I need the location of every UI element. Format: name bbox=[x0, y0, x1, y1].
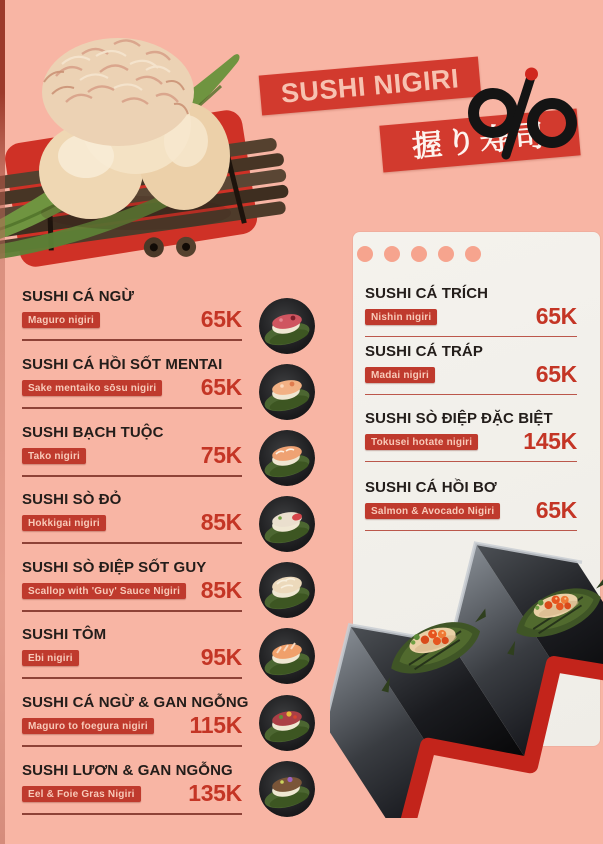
dish-price: 145K bbox=[523, 428, 577, 454]
dish-subtitle-badge: Eel & Foie Gras Nigiri bbox=[22, 786, 141, 802]
dish-price: 115K bbox=[189, 712, 242, 738]
dish-name: SUSHI CÁ HỒI BƠ bbox=[365, 479, 497, 496]
decor-dot bbox=[438, 246, 454, 262]
dish-name: SUSHI CÁ NGỪ & GAN NGỖNG bbox=[22, 694, 249, 711]
dish-subtitle-badge: Maguro nigiri bbox=[22, 312, 100, 328]
divider bbox=[22, 813, 242, 815]
dish-name: SUSHI SÒ ĐỎ bbox=[22, 491, 122, 508]
dish-name: SUSHI CÁ HỒI SỐT MENTAI bbox=[22, 356, 223, 373]
dish-name: SUSHI TÔM bbox=[22, 626, 107, 643]
dish-photo-thumbnail-scallop-guy-sauce bbox=[259, 562, 315, 618]
menu-item bbox=[365, 343, 577, 395]
dish-subtitle-badge: Scallop with 'Guy' Sauce Nigiri bbox=[22, 583, 186, 599]
menu-item bbox=[22, 491, 242, 544]
dish-subtitle-badge: Tako nigiri bbox=[22, 448, 86, 464]
dish-photo-thumbnail-maguro bbox=[259, 298, 315, 354]
dish-subtitle-badge: Ebi nigiri bbox=[22, 650, 79, 666]
hero-photo-scallop-nigiri bbox=[0, 6, 301, 276]
menu-item bbox=[365, 410, 577, 462]
dish-name: SUSHI CÁ TRÁP bbox=[365, 343, 483, 360]
dish-subtitle-badge: Madai nigiri bbox=[365, 367, 435, 383]
decor-dot bbox=[384, 246, 400, 262]
dish-photo-thumbnail-salmon-mentai bbox=[259, 364, 315, 420]
dish-photo-thumbnail-hokkigai bbox=[259, 496, 315, 552]
dish-photo-thumbnail-eel-foie-gras bbox=[259, 761, 315, 817]
decor-dot-row bbox=[357, 246, 481, 262]
divider bbox=[22, 677, 242, 679]
dish-subtitle-badge: Maguro to foegura nigiri bbox=[22, 718, 154, 734]
dish-photo-thumbnail-maguro-foie-gras bbox=[259, 695, 315, 751]
divider bbox=[365, 394, 577, 395]
menu-item bbox=[22, 762, 242, 815]
page-title: SUSHI NIGIRI bbox=[279, 63, 461, 109]
page-subtitle-japanese: 握り寿司 bbox=[410, 119, 550, 164]
dish-price: 65K bbox=[535, 497, 577, 523]
decor-dot bbox=[465, 246, 481, 262]
dish-photo-thumbnail-ebi bbox=[259, 628, 315, 684]
dish-price: 75K bbox=[200, 442, 242, 468]
dish-price: 65K bbox=[200, 306, 242, 332]
dish-subtitle-badge: Salmon & Avocado Nigiri bbox=[365, 503, 500, 519]
oio-chopsticks-logo-icon bbox=[462, 64, 582, 169]
dish-price: 95K bbox=[200, 644, 242, 670]
dish-photo-thumbnail-tako bbox=[259, 430, 315, 486]
zigzag-metal-stand bbox=[330, 518, 603, 818]
dish-subtitle-badge: Tokusei hotate nigiri bbox=[365, 434, 478, 450]
menu-item bbox=[22, 424, 242, 477]
menu-item bbox=[22, 288, 242, 341]
divider bbox=[365, 461, 577, 462]
menu-item bbox=[22, 626, 242, 679]
divider bbox=[365, 336, 577, 337]
photo-leaf-wrapped-nigiri-on-zigzag-stand bbox=[330, 518, 603, 818]
dish-name: SUSHI SÒ ĐIỆP ĐẶC BIỆT bbox=[365, 410, 553, 427]
divider bbox=[22, 475, 242, 477]
divider bbox=[22, 339, 242, 341]
dish-name: SUSHI SÒ ĐIỆP SỐT GUY bbox=[22, 559, 207, 576]
dish-price: 135K bbox=[188, 780, 242, 806]
dish-subtitle-badge: Sake mentaiko sōsu nigiri bbox=[22, 380, 162, 396]
dish-subtitle-badge: Nishin nigiri bbox=[365, 309, 437, 325]
decor-dot bbox=[357, 246, 373, 262]
divider bbox=[22, 407, 242, 409]
divider bbox=[22, 745, 242, 747]
bonito-flakes bbox=[42, 38, 194, 146]
dish-price: 65K bbox=[200, 374, 242, 400]
divider bbox=[22, 542, 242, 544]
dish-name: SUSHI BẠCH TUỘC bbox=[22, 424, 164, 441]
menu-item bbox=[22, 356, 242, 409]
page-left-edge-shadow bbox=[0, 0, 5, 844]
divider bbox=[22, 610, 242, 612]
dish-subtitle-badge: Hokkigai nigiri bbox=[22, 515, 106, 531]
decor-dot bbox=[411, 246, 427, 262]
menu-item bbox=[22, 694, 249, 747]
menu-item bbox=[365, 285, 577, 337]
dish-name: SUSHI CÁ TRÍCH bbox=[365, 285, 489, 302]
dish-price: 85K bbox=[200, 509, 242, 535]
dish-price: 65K bbox=[535, 303, 577, 329]
dish-price: 85K bbox=[200, 577, 242, 603]
dish-name: SUSHI LƯƠN & GAN NGỖNG bbox=[22, 762, 233, 779]
dish-name: SUSHI CÁ NGỪ bbox=[22, 288, 134, 305]
menu-item bbox=[22, 559, 242, 612]
dish-price: 65K bbox=[535, 361, 577, 387]
